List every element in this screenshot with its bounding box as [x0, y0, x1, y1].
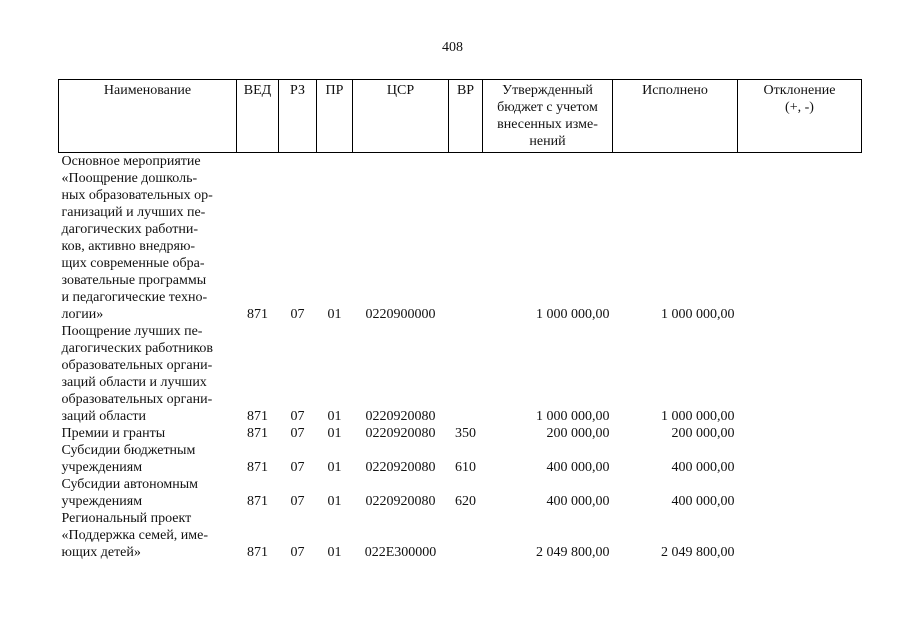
cell-csr: 0220920080	[365, 409, 436, 424]
cell-csr: 0220920080	[365, 460, 436, 475]
cell-pr: 01	[327, 307, 342, 322]
header-deviation-line: (+, -)	[785, 100, 814, 115]
cell-deviation	[738, 153, 862, 324]
table-header	[59, 80, 862, 153]
cell-approved: 1 000 000,00	[536, 307, 610, 322]
cell-approved: 200 000,00	[546, 426, 610, 441]
cell-name	[59, 442, 237, 476]
name-line: «Поощрение дошколь-	[61, 171, 198, 186]
cell-pr: 01	[327, 460, 342, 475]
cell-ved: 871	[247, 409, 268, 424]
name-line: Поощрение лучших пе-	[61, 324, 203, 339]
cell-executed: 1 000 000,00	[661, 409, 735, 424]
name-line: «Поддержка семей, име-	[61, 528, 209, 543]
name-line: учреждениям	[61, 494, 143, 509]
table-row	[59, 323, 862, 425]
cell-ved: 871	[247, 426, 268, 441]
cell-executed: 400 000,00	[671, 460, 735, 475]
cell-vr: 620	[455, 494, 476, 509]
name-line: дагогических работни-	[61, 222, 198, 237]
cell-ved: 871	[247, 307, 268, 322]
table-body	[59, 153, 862, 562]
header-rz: РЗ	[279, 80, 317, 153]
cell-name	[59, 425, 237, 442]
name-line: образовательных органи-	[61, 392, 213, 407]
cell-deviation	[738, 442, 862, 476]
name-line: ганизаций и лучших пе-	[61, 205, 206, 220]
cell-csr: 0220900000	[365, 307, 436, 322]
name-line: Субсидии бюджетным	[61, 443, 196, 458]
cell-rz: 07	[290, 494, 305, 509]
header-vr: ВР	[449, 80, 483, 153]
name-line: образовательных органи-	[61, 358, 213, 373]
name-line: Основное мероприятие	[61, 154, 201, 169]
cell-vr	[449, 323, 483, 425]
cell-approved: 400 000,00	[546, 494, 610, 509]
name-line: Премии и гранты	[61, 426, 166, 441]
header-deviation	[738, 80, 862, 153]
cell-rz: 07	[290, 409, 305, 424]
name-line: Региональный проект	[61, 511, 192, 526]
name-line: заций области и лучших	[61, 375, 207, 390]
header-approved-line: внесенных изме-	[497, 117, 598, 132]
cell-csr: 022E300000	[364, 545, 437, 560]
cell-pr: 01	[327, 409, 342, 424]
cell-deviation	[738, 425, 862, 442]
cell-csr: 0220920080	[365, 426, 436, 441]
name-line: логии»	[61, 307, 104, 322]
cell-approved: 2 049 800,00	[536, 545, 610, 560]
header-deviation-line: Отклонение	[763, 83, 836, 98]
header-pr: ПР	[317, 80, 353, 153]
name-line: дагогических работников	[61, 341, 214, 356]
name-line: учреждениям	[61, 460, 143, 475]
cell-vr	[449, 510, 483, 561]
header-executed: Исполнено	[613, 80, 738, 153]
cell-vr: 610	[455, 460, 476, 475]
name-line: ющих детей»	[61, 545, 141, 560]
header-ved: ВЕД	[237, 80, 279, 153]
cell-name	[59, 153, 237, 324]
name-line: ков, активно внедряю-	[61, 239, 196, 254]
name-line: зовательные программы	[61, 273, 207, 288]
name-line: и педагогические техно-	[61, 290, 208, 305]
cell-pr: 01	[327, 545, 342, 560]
name-line: ных образовательных ор-	[61, 188, 213, 203]
header-approved-line: бюджет с учетом	[497, 100, 598, 115]
cell-rz: 07	[290, 460, 305, 475]
cell-ved: 871	[247, 494, 268, 509]
header-approved-budget	[483, 80, 613, 153]
cell-pr: 01	[327, 426, 342, 441]
budget-table	[58, 79, 862, 561]
header-approved-line: нений	[529, 134, 566, 149]
cell-executed: 400 000,00	[671, 494, 735, 509]
cell-executed: 2 049 800,00	[661, 545, 735, 560]
cell-vr: 350	[455, 426, 476, 441]
header-name: Наименование	[59, 80, 237, 153]
cell-name	[59, 476, 237, 510]
cell-name	[59, 323, 237, 425]
cell-executed: 1 000 000,00	[661, 307, 735, 322]
table-row	[59, 476, 862, 510]
cell-name	[59, 510, 237, 561]
cell-executed: 200 000,00	[671, 426, 735, 441]
cell-rz: 07	[290, 545, 305, 560]
name-line: заций области	[61, 409, 147, 424]
cell-approved: 1 000 000,00	[536, 409, 610, 424]
cell-deviation	[738, 510, 862, 561]
cell-rz: 07	[290, 426, 305, 441]
cell-vr	[449, 153, 483, 324]
cell-deviation	[738, 476, 862, 510]
table-row	[59, 425, 862, 442]
cell-pr: 01	[327, 494, 342, 509]
name-line: Субсидии автономным	[61, 477, 198, 492]
page-number: 408	[442, 40, 463, 55]
table-row	[59, 442, 862, 476]
cell-csr: 0220920080	[365, 494, 436, 509]
cell-ved: 871	[247, 460, 268, 475]
header-approved-line: Утвержденный	[502, 83, 593, 98]
cell-rz: 07	[290, 307, 305, 322]
cell-deviation	[738, 323, 862, 425]
cell-ved: 871	[247, 545, 268, 560]
name-line: щих современные обра-	[61, 256, 205, 271]
header-csr: ЦСР	[353, 80, 449, 153]
cell-approved: 400 000,00	[546, 460, 610, 475]
table-row	[59, 510, 862, 561]
table-row	[59, 153, 862, 324]
